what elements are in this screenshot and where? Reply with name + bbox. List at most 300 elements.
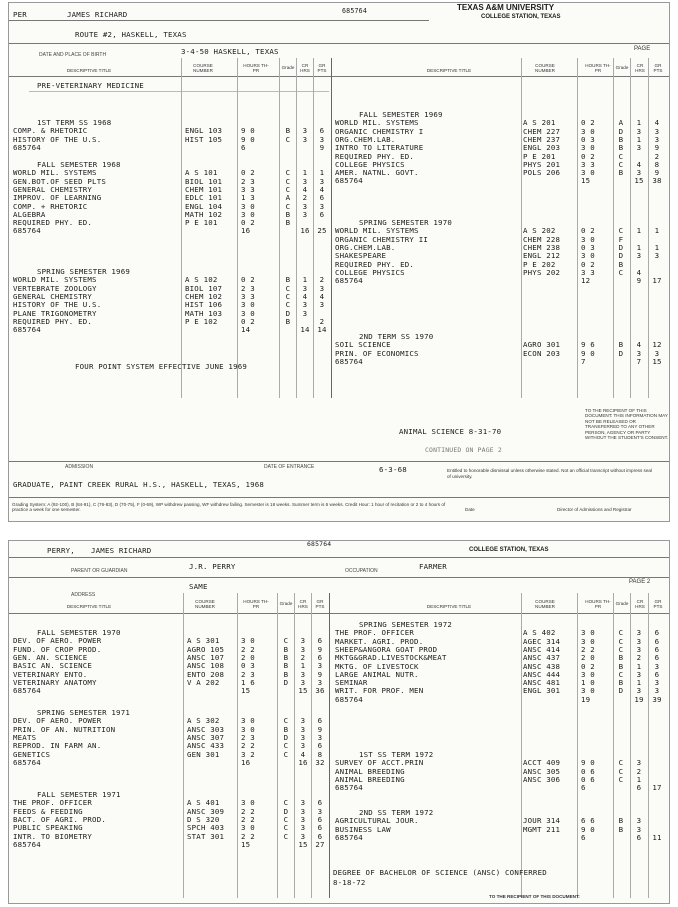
p1-left-s1-grades-6: B	[285, 209, 291, 219]
p1-right-s2-hours-1: 9 6	[581, 340, 595, 350]
p2-right-s0-courses-5: ANSC 438	[523, 661, 561, 671]
page-stamp-2: PAGE 2	[629, 579, 651, 585]
header-descriptive-title-p2: DESCRIPTIVE TITLE	[66, 604, 112, 609]
p1-right-s0-grades-5: C	[618, 151, 624, 161]
p2-right-s0-hours-6: 3 0	[581, 669, 595, 679]
p1-right-s1-courses-1: A S 202	[523, 226, 556, 236]
p1-left-s1-grades-3: C	[285, 184, 291, 194]
p2-left-s1-hours-6: 16	[241, 757, 251, 767]
p2-right-s1-hours-2: 0 6	[581, 766, 595, 776]
p2-left-s1-pts-3: 3	[317, 732, 323, 742]
p2-left-s0-hours-7: 15	[241, 686, 251, 696]
p1-right-s0-pts-5: 2	[654, 151, 660, 161]
p1-right-s1-hours-2: 3 0	[581, 234, 595, 244]
p1-left-s1-hours-2: 2 3	[241, 176, 255, 186]
p1-left-s1-grades-4: A	[285, 193, 291, 203]
p1-right-s2-hours-3: 7	[581, 356, 586, 366]
p1-left-s1-lines-2: GEN.BOT.OF SEED PLTS	[13, 176, 106, 186]
p1-right-s0-hours-7: 3 0	[581, 168, 595, 178]
p2-left-s0-lines-6: VETERINARY ANATOMY	[13, 677, 97, 687]
p2-right-s1-hours-1: 9 0	[581, 758, 595, 768]
student-name: JAMES RICHARD	[67, 10, 128, 19]
header-gr-pts-right: GR PTS	[653, 63, 663, 73]
p1-right-s2-pts-2: 3	[654, 348, 660, 358]
p2-right-s0-hours-7: 1 0	[581, 678, 595, 688]
p1-right-s0-courses-4: ENGL 203	[523, 143, 561, 153]
p1-right-s0-lines-2: ORGANIC CHEMISTRY I	[335, 126, 424, 136]
p2-left-s2-lines-6: 685764	[13, 839, 41, 849]
p1-right-s0-grades-4: B	[618, 143, 624, 153]
p1-right-s0-cr-8: 15	[634, 176, 644, 186]
p1-right-s0-grades-6: C	[618, 159, 624, 169]
p1-right-s0-lines-0: FALL SEMESTER 1969	[359, 110, 443, 119]
p1-right-s2-cr-3: 7	[636, 356, 642, 366]
p2-left-s1-pts-5: 8	[317, 749, 323, 759]
p2-left-s0-courses-1: A S 301	[187, 636, 220, 646]
p1-left-s0-courses-2: HIST 105	[185, 134, 223, 144]
p1-left-s1-cr-1: 1	[302, 168, 308, 178]
p2-left-s2-grades-3: C	[283, 814, 289, 824]
p2-left-s2-courses-4: SPCH 403	[187, 823, 225, 833]
header-grade: Grade	[281, 65, 295, 70]
header-cr-hrs-p2: CR HRS	[298, 599, 308, 609]
p1-left-s1-cr-6: 3	[302, 209, 308, 219]
parent-name: J.R. PERRY	[189, 562, 236, 571]
p2-right-s1-pts-4: 17	[652, 783, 662, 793]
p1-right-s0-pts-3: 3	[654, 134, 660, 144]
p2-left-s2-lines-0: FALL SEMESTER 1971	[37, 790, 121, 799]
p1-right-s1-lines-0: SPRING SEMESTER 1970	[359, 218, 452, 227]
degree-date: 8-18-72	[333, 878, 366, 887]
director-label: Director of Admissions and Registrar	[557, 507, 632, 512]
p1-left-s2-hours-5: 3 0	[241, 308, 255, 318]
p1-left-s1-grades-7: B	[285, 218, 291, 228]
p2-left-s2-courses-3: D S 320	[187, 814, 220, 824]
p1-right-s1-grades-5: B	[618, 259, 624, 269]
p2-left-s0-grades-2: B	[283, 644, 289, 654]
p2-left-s0-lines-5: VETERINARY ENTO.	[13, 669, 88, 679]
p1-right-s0-pts-7: 9	[654, 168, 660, 178]
p1-left-s2-lines-3: GENERAL CHEMISTRY	[13, 291, 93, 301]
p2-right-s0-lines-3: SHEEP&ANGORA GOAT PROD	[335, 644, 438, 654]
p2-left-s2-pts-2: 3	[317, 806, 323, 816]
p2-right-s0-grades-4: B	[618, 653, 624, 663]
p2-right-s1-lines-3: ANIMAL BREEDING	[335, 774, 405, 784]
p1-left-s2-grades-1: B	[285, 275, 291, 285]
p1-right-s0-courses-2: CHEM 227	[523, 126, 561, 136]
header-course-number-right: COURSE NUMBER	[535, 63, 555, 73]
p1-left-s2-courses-5: MATH 103	[185, 308, 223, 318]
p1-left-s0-lines-2: HISTORY OF THE U.S.	[13, 134, 102, 144]
p1-right-s1-courses-2: CHEM 228	[523, 234, 561, 244]
header-descriptive-title-right: DESCRIPTIVE TITLE	[426, 68, 472, 73]
p1-right-s0-grades-7: B	[618, 168, 624, 178]
p2-right-s2-hours-1: 6 6	[581, 816, 595, 826]
p2-right-s1-grades-2: C	[618, 766, 624, 776]
p2-right-s0-grades-5: B	[618, 661, 624, 671]
p1-right-s2-courses-1: AGRO 301	[523, 340, 561, 350]
header-gr-pts: GR PTS	[317, 63, 327, 73]
p1-left-s1-lines-0: FALL SEMESTER 1968	[37, 160, 121, 169]
p2-left-s2-cr-6: 15	[298, 839, 308, 849]
p1-right-s1-pts-4: 3	[654, 251, 660, 261]
p1-left-s1-grades-1: C	[285, 168, 291, 178]
p2-right-s0-pts-5: 3	[654, 661, 660, 671]
p2-right-s0-hours-4: 2 0	[581, 653, 595, 663]
p1-right-s0-cr-3: 1	[636, 134, 642, 144]
p2-left-s2-hours-6: 15	[241, 839, 251, 849]
p1-right-s1-hours-5: 0 2	[581, 259, 595, 269]
p2-right-s2-lines-3: 685764	[335, 832, 363, 842]
p1-left-s2-pts-7: 14	[317, 325, 327, 335]
p2-right-s0-courses-6: ANSC 444	[523, 669, 561, 679]
p2-left-s2-lines-4: PUBLIC SPEAKING	[13, 823, 83, 833]
p2-left-s0-cr-1: 3	[300, 636, 306, 646]
p1-right-s0-cr-1: 1	[636, 118, 642, 128]
p2-right-s1-lines-0: 1ST SS TERM 1972	[359, 750, 434, 759]
p2-left-s1-hours-1: 3 0	[241, 716, 255, 726]
p1-right-s1-courses-4: ENGL 212	[523, 251, 561, 261]
p2-left-s2-courses-5: STAT 301	[187, 831, 225, 841]
p2-right-s0-lines-6: LARGE ANIMAL NUTR.	[335, 669, 419, 679]
p1-right-s0-hours-3: 0 3	[581, 134, 595, 144]
p2-right-s2-courses-2: MGMT 211	[523, 824, 561, 834]
p1-right-s0-hours-5: 0 2	[581, 151, 595, 161]
p1-right-s0-lines-3: ORG.CHEM.LAB.	[335, 134, 396, 144]
p1-right-s0-hours-6: 3 3	[581, 159, 595, 169]
p1-right-s0-pts-8: 38	[652, 176, 662, 186]
p1-left-s1-hours-5: 3 0	[241, 201, 255, 211]
p1-right-s1-pts-1: 1	[654, 226, 660, 236]
p1-left-s1-courses-1: A S 101	[185, 168, 218, 178]
recipient-notice: TO THE RECIPIENT OF THIS DOCUMENT: THIS INFORMATION MAY NOT BE RELEASED OR TRANSFERRED TO ANY OTHER PERSON, AGENCY OR PARTY WITHOUT THE STUDENT'S CONSENT.	[585, 408, 669, 441]
p2-left-s0-cr-2: 3	[300, 644, 306, 654]
p1-left-s2-cr-7: 14	[300, 325, 310, 335]
p1-left-s0-hours-1: 9 0	[241, 126, 255, 136]
p2-left-s2-pts-3: 6	[317, 814, 323, 824]
p2-right-s0-cr-1: 3	[636, 628, 642, 638]
p2-left-s2-pts-4: 6	[317, 823, 323, 833]
p1-left-s1-pts-5: 3	[319, 201, 325, 211]
p1-right-s2-pts-3: 15	[652, 356, 662, 366]
p2-left-s0-lines-7: 685764	[13, 686, 41, 696]
p1-left-s1-hours-1: 0 2	[241, 168, 255, 178]
p2-right-s0-courses-4: ANSC 437	[523, 653, 561, 663]
p2-right-s0-pts-4: 6	[654, 653, 660, 663]
address-label: ADDRESS	[71, 592, 96, 598]
p1-left-s2-courses-6: P E 102	[185, 316, 218, 326]
p2-right-s0-lines-2: MARKET. AGRI. PROD.	[335, 636, 424, 646]
p1-right-s2-lines-0: 2ND TERM SS 1970	[359, 332, 434, 341]
p2-left-s1-grades-5: C	[283, 749, 289, 759]
p1-right-s0-grades-1: A	[618, 118, 624, 128]
p2-left-s0-lines-4: BASIC AN. SCIENCE	[13, 661, 93, 671]
p2-right-s1-lines-1: SURVEY OF ACCT.PRIN	[335, 758, 424, 768]
p1-left-s2-pts-2: 3	[319, 283, 325, 293]
p2-left-s1-pts-4: 6	[317, 741, 323, 751]
p1-left-s0-pts-2: 3	[319, 134, 325, 144]
p2-left-s1-courses-2: ANSC 303	[187, 724, 225, 734]
header-course-number: COURSE NUMBER	[193, 63, 213, 73]
p1-left-s2-grades-4: C	[285, 300, 291, 310]
grading-system: Grading System: A (92-100), B (84-91), C (76-83), D (70-75), F (0-69), WP withdrew passing, WF withdrew failing. Semester is 18 weeks. Summer term is 6 weeks. Credit Hour: 1 hour of recitation or 2 to 4 hours of practice a week for one semester.	[12, 502, 446, 513]
p1-left-s1-pts-4: 6	[319, 193, 325, 203]
degree-conferred: DEGREE OF BACHELOR OF SCIENCE (ANSC) CONFERRED	[333, 868, 547, 877]
p2-right-s2-grades-1: B	[618, 816, 624, 826]
p1-left-s1-lines-5: COMP. + RHETORIC	[13, 201, 88, 211]
p1-right-s0-pts-1: 4	[654, 118, 660, 128]
p1-right-s1-cr-1: 1	[636, 226, 642, 236]
p2-left-s0-lines-2: FUND. OF CROP PROD.	[13, 644, 102, 654]
p2-left-s1-grades-1: C	[283, 716, 289, 726]
p2-right-s0-pts-1: 6	[654, 628, 660, 638]
p2-right-s0-hours-2: 3 0	[581, 636, 595, 646]
student-id-2: 685764	[307, 540, 332, 548]
school-city-2: COLLEGE STATION, TEXAS	[469, 547, 549, 553]
p2-right-s0-pts-2: 6	[654, 636, 660, 646]
p1-left-s0-lines-0: 1ST TERM SS 1968	[37, 118, 112, 127]
birth-info: 3-4-50 HASKELL, TEXAS	[181, 47, 279, 56]
p2-right-s2-cr-3: 6	[636, 832, 642, 842]
p2-right-s1-courses-3: ANSC 306	[523, 774, 561, 784]
p1-left-s2-grades-6: B	[285, 316, 291, 326]
p1-right-s2-grades-1: B	[618, 340, 624, 350]
header-grade-p2: Grade	[279, 601, 293, 606]
student-name-2: JAMES RICHARD	[91, 546, 152, 555]
p2-right-s1-cr-3: 1	[636, 774, 642, 784]
address: ROUTE #2, HASKELL, TEXAS	[75, 30, 187, 39]
address-2: SAME	[189, 582, 208, 591]
p1-left-s1-hours-3: 3 3	[241, 184, 255, 194]
p1-right-s1-hours-3: 0 3	[581, 242, 595, 252]
name-prefix-2: PERRY,	[47, 546, 75, 555]
p2-left-s1-lines-5: GENETICS	[13, 749, 51, 759]
p2-left-s1-lines-3: MEATS	[13, 732, 37, 742]
p2-right-s0-lines-5: MKTG. OF LIVESTOCK	[335, 661, 419, 671]
p2-right-s2-cr-1: 3	[636, 816, 642, 826]
transcript-page-2	[8, 540, 670, 904]
p2-left-s0-cr-7: 15	[298, 686, 308, 696]
p2-left-s0-grades-6: D	[283, 677, 289, 687]
header-cr-hrs-right: CR HRS	[635, 63, 645, 73]
p1-left-s2-grades-5: D	[285, 308, 291, 318]
p1-right-s2-cr-2: 3	[636, 348, 642, 358]
p2-left-s1-pts-6: 32	[315, 757, 325, 767]
p2-right-s2-cr-2: 3	[636, 824, 642, 834]
p2-left-s1-courses-1: A S 302	[187, 716, 220, 726]
p2-right-s2-courses-1: JOUR 314	[523, 816, 561, 826]
p1-right-s1-pts-7: 17	[652, 276, 662, 286]
admission-label: ADMISSION	[65, 464, 94, 470]
p1-right-s0-courses-3: CHEM 237	[523, 134, 561, 144]
p2-left-s1-lines-2: PRIN. OF AN. NUTRITION	[13, 724, 116, 734]
p2-left-s2-courses-2: ANSC 309	[187, 806, 225, 816]
p2-left-s0-pts-3: 6	[317, 652, 323, 662]
p1-left-s2-courses-3: CHEM 102	[185, 291, 223, 301]
p2-right-s0-lines-4: MKTG&GRAD.LIVESTOCK&MEAT	[335, 653, 447, 663]
p1-left-s1-courses-5: ENGL 104	[185, 201, 223, 211]
p2-right-s0-cr-9: 19	[634, 694, 644, 704]
p1-left-s1-lines-4: IMPROV. OF LEARNING	[13, 193, 102, 203]
p1-right-s2-cr-1: 4	[636, 340, 642, 350]
p2-left-s2-grades-1: C	[283, 798, 289, 808]
p1-right-s1-lines-3: ORG.CHEM.LAB.	[335, 242, 396, 252]
p1-left-s2-lines-2: VERTEBRATE ZOOLOGY	[13, 283, 97, 293]
p1-right-s2-grades-2: D	[618, 348, 624, 358]
date-entrance: 6-3-68	[379, 465, 407, 474]
header-gr-pts-p2r: GR PTS	[653, 599, 663, 609]
p1-right-s1-lines-2: ORGANIC CHEMISTRY II	[335, 234, 428, 244]
header-grade-p2r: Grade	[615, 601, 629, 606]
p2-left-s0-courses-5: ENTO 208	[187, 669, 225, 679]
p2-left-s0-pts-6: 3	[317, 677, 323, 687]
p1-right-s1-cr-7: 9	[636, 276, 642, 286]
p1-left-s0-lines-3: 685764	[13, 142, 41, 152]
p1-right-s0-grades-3: B	[618, 134, 624, 144]
p1-right-s1-grades-4: D	[618, 251, 624, 261]
header-course-number-p2: COURSE NUMBER	[195, 599, 215, 609]
p1-right-s0-cr-6: 4	[636, 159, 642, 169]
p1-left-s1-hours-7: 0 2	[241, 218, 255, 228]
p2-left-s1-lines-0: SPRING SEMESTER 1971	[37, 708, 130, 717]
p1-right-s0-cr-4: 3	[636, 143, 642, 153]
p1-left-s1-pts-8: 25	[317, 226, 327, 236]
student-id: 685764	[342, 7, 368, 15]
p2-left-s2-grades-2: D	[283, 806, 289, 816]
p1-left-s2-cr-5: 3	[302, 308, 308, 318]
p2-left-s1-grades-2: B	[283, 724, 289, 734]
p1-left-s1-cr-2: 3	[302, 176, 308, 186]
p2-left-s0-hours-5: 2 3	[241, 669, 255, 679]
parent-label: PARENT OR GUARDIAN	[71, 568, 128, 574]
p2-left-s0-grades-5: B	[283, 669, 289, 679]
p2-right-s0-grades-7: B	[618, 678, 624, 688]
p2-right-s0-lines-1: THE PROF. OFFICER	[335, 628, 415, 638]
p1-left-s2-lines-0: SPRING SEMESTER 1969	[37, 267, 130, 276]
p2-right-s2-hours-2: 9 0	[581, 824, 595, 834]
p2-right-s0-cr-7: 1	[636, 678, 642, 688]
p1-right-s1-lines-4: SHAKESPEARE	[335, 251, 387, 261]
p1-left-s2-lines-6: REQUIRED PHY. ED.	[13, 316, 93, 326]
p1-right-s1-lines-7: 685764	[335, 276, 363, 286]
p2-right-s2-lines-1: AGRICULTURAL JOUR.	[335, 816, 419, 826]
p1-left-s1-courses-6: MATH 102	[185, 209, 223, 219]
p1-right-s1-grades-6: C	[618, 267, 624, 277]
p1-left-s0-hours-2: 9 0	[241, 134, 255, 144]
p2-right-s0-cr-6: 3	[636, 669, 642, 679]
p1-right-s1-pts-3: 1	[654, 242, 660, 252]
p1-left-s2-grades-2: C	[285, 283, 291, 293]
p1-right-s1-courses-5: P E 202	[523, 259, 556, 269]
p1-right-s0-grades-2: D	[618, 126, 624, 136]
p2-right-s0-pts-8: 3	[654, 686, 660, 696]
p2-left-s0-cr-5: 3	[300, 669, 306, 679]
p2-right-s0-grades-6: C	[618, 669, 624, 679]
four-point-note: FOUR POINT SYSTEM EFFECTIVE JUNE 1969	[75, 362, 248, 371]
p2-right-s2-grades-2: B	[618, 824, 624, 834]
p1-left-s1-cr-5: 3	[302, 201, 308, 211]
p1-left-s2-hours-7: 14	[241, 325, 251, 335]
p1-right-s1-courses-3: CHEM 238	[523, 242, 561, 252]
p2-left-s0-lines-3: GEN. AN. SCIENCE	[13, 652, 88, 662]
p1-right-s0-lines-7: AMER. NATNL. GOVT.	[335, 168, 419, 178]
p2-left-s0-grades-1: C	[283, 636, 289, 646]
p2-left-s2-lines-3: BACT. OF AGRI. PROD.	[13, 814, 106, 824]
p1-right-s1-cr-3: 1	[636, 242, 642, 252]
p2-right-s0-grades-2: C	[618, 636, 624, 646]
p2-left-s0-hours-4: 0 3	[241, 661, 255, 671]
p2-left-s0-pts-5: 9	[317, 669, 323, 679]
p2-right-s1-courses-1: ACCT 409	[523, 758, 561, 768]
p1-right-s0-courses-6: PHYS 201	[523, 159, 561, 169]
p2-left-s1-cr-3: 3	[300, 732, 306, 742]
p1-right-s2-hours-2: 9 0	[581, 348, 595, 358]
p2-right-s0-cr-3: 3	[636, 644, 642, 654]
p1-left-s2-hours-2: 2 3	[241, 283, 255, 293]
p1-right-s1-hours-7: 12	[581, 276, 591, 286]
p1-left-s0-cr-2: 3	[302, 134, 308, 144]
p2-left-s0-cr-4: 1	[300, 661, 306, 671]
p2-right-s2-pts-3: 11	[652, 832, 662, 842]
p1-left-s0-courses-1: ENGL 103	[185, 126, 223, 136]
p1-right-s0-courses-7: POLS 206	[523, 168, 561, 178]
p2-right-s0-cr-2: 3	[636, 636, 642, 646]
p2-left-s2-hours-4: 3 0	[241, 823, 255, 833]
p2-left-s2-hours-2: 2 2	[241, 806, 255, 816]
p1-right-s0-pts-2: 3	[654, 126, 660, 136]
p1-left-s1-courses-7: P E 101	[185, 218, 218, 228]
p1-left-s2-cr-4: 3	[302, 300, 308, 310]
p1-left-s2-cr-3: 4	[302, 291, 308, 301]
p1-right-s0-lines-6: COLLEGE PHYSICS	[335, 159, 405, 169]
p2-left-s2-hours-5: 2 2	[241, 831, 255, 841]
p1-right-s0-hours-1: 0 2	[581, 118, 595, 128]
p2-left-s1-lines-4: REPROD. IN FARM AN.	[13, 741, 102, 751]
header-course-number-p2r: COURSE NUMBER	[535, 599, 555, 609]
p2-left-s0-pts-2: 9	[317, 644, 323, 654]
header-gr-pts-p2: GR PTS	[315, 599, 325, 609]
p1-right-s0-pts-4: 9	[654, 143, 660, 153]
p2-right-s0-grades-8: D	[618, 686, 624, 696]
p1-left-s1-pts-6: 6	[319, 209, 325, 219]
p2-left-s0-pts-4: 3	[317, 661, 323, 671]
p2-right-s0-hours-9: 19	[581, 694, 591, 704]
p2-left-s0-pts-1: 6	[317, 636, 323, 646]
p1-right-s1-grades-1: C	[618, 226, 624, 236]
p2-left-s2-cr-5: 3	[300, 831, 306, 841]
p1-right-s1-hours-6: 3 3	[581, 267, 595, 277]
p2-left-s0-cr-6: 3	[300, 677, 306, 687]
p1-right-s0-courses-1: A S 201	[523, 118, 556, 128]
p2-left-s0-hours-6: 1 6	[241, 677, 255, 687]
p1-left-s1-pts-1: 1	[319, 168, 325, 178]
p1-right-s0-lines-4: INTRO TO LITERATURE	[335, 143, 424, 153]
p2-left-s2-courses-1: A S 401	[187, 798, 220, 808]
header-hours: HOURS TH-PR	[243, 63, 269, 73]
p1-right-s1-courses-6: PHYS 202	[523, 267, 561, 277]
p1-left-s1-lines-7: REQUIRED PHY. ED.	[13, 218, 93, 228]
p2-right-s0-pts-9: 39	[652, 694, 662, 704]
p1-right-s0-courses-5: P E 201	[523, 151, 556, 161]
p2-left-s1-grades-4: C	[283, 741, 289, 751]
p1-left-s0-grades-1: B	[285, 126, 291, 136]
footer-notice: TO THE RECIPIENT OF THIS DOCUMENT:	[489, 894, 580, 899]
p2-right-s0-grades-1: C	[618, 628, 624, 638]
p2-left-s1-cr-6: 16	[298, 757, 308, 767]
p2-left-s1-cr-2: 3	[300, 724, 306, 734]
p2-right-s0-courses-7: ANSC 481	[523, 678, 561, 688]
p1-left-s1-grades-2: C	[285, 176, 291, 186]
